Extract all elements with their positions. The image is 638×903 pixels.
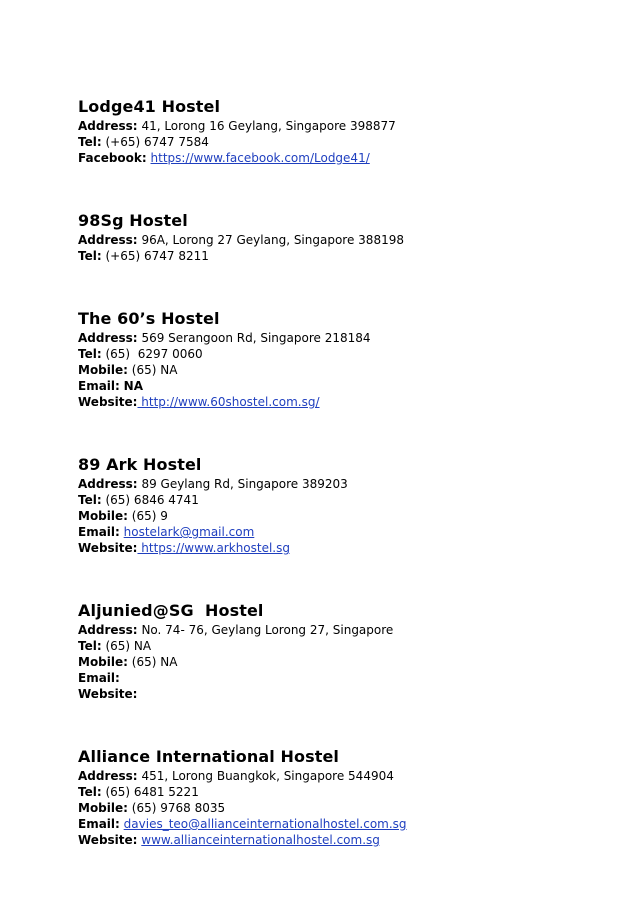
address-row xyxy=(78,232,618,248)
address-row xyxy=(78,768,618,784)
website-row xyxy=(78,540,618,556)
hostel-directory xyxy=(78,96,618,848)
email-label: Email: xyxy=(78,671,120,685)
website-label: Website: xyxy=(78,687,138,701)
tel-label: Tel: xyxy=(78,493,102,507)
tel-value: (65) 6481 5221 xyxy=(105,785,199,799)
email-row xyxy=(78,378,618,394)
mobile-row xyxy=(78,800,618,816)
hostel-entry xyxy=(78,746,618,848)
mobile-value: (65) NA xyxy=(131,655,178,669)
tel-row xyxy=(78,638,618,654)
hostel-entry xyxy=(78,96,618,166)
tel-row xyxy=(78,784,618,800)
tel-row xyxy=(78,346,618,362)
mobile-label: Mobile: xyxy=(78,363,128,377)
website-label: Website: xyxy=(78,395,138,409)
tel-row xyxy=(78,134,618,150)
address-label: Address: xyxy=(78,119,138,133)
tel-label: Tel: xyxy=(78,639,102,653)
tel-value: (65) 6846 4741 xyxy=(105,493,199,507)
email-row xyxy=(78,524,618,540)
address-row xyxy=(78,118,618,134)
email-label: Email: xyxy=(78,817,120,831)
email-link[interactable]: davies_teo@allianceinternationalhostel.com.sg xyxy=(123,817,407,831)
mobile-label: Mobile: xyxy=(78,655,128,669)
website-link[interactable]: http://www.60shostel.com.sg/ xyxy=(137,395,320,409)
website-link[interactable]: www.allianceinternationalhostel.com.sg xyxy=(141,833,380,847)
address-value: 89 Geylang Rd, Singapore 389203 xyxy=(141,477,348,491)
hostel-entry xyxy=(78,210,618,264)
mobile-row xyxy=(78,508,618,524)
mobile-label: Mobile: xyxy=(78,801,128,815)
tel-label: Tel: xyxy=(78,785,102,799)
mobile-label: Mobile: xyxy=(78,509,128,523)
address-value: 569 Serangoon Rd, Singapore 218184 xyxy=(141,331,371,345)
tel-row xyxy=(78,248,618,264)
tel-value: (65) 6297 0060 xyxy=(105,347,203,361)
website-row xyxy=(78,686,618,702)
website-row xyxy=(78,832,618,848)
mobile-row xyxy=(78,654,618,670)
address-value: 41, Lorong 16 Geylang, Singapore 398877 xyxy=(141,119,396,133)
tel-value: (+65) 6747 8211 xyxy=(105,249,209,263)
email-value: NA xyxy=(123,379,143,393)
tel-label: Tel: xyxy=(78,135,102,149)
tel-value: (65) NA xyxy=(105,639,152,653)
mobile-value: (65) NA xyxy=(131,363,178,377)
address-label: Address: xyxy=(78,769,138,783)
website-link[interactable]: https://www.arkhostel.sg xyxy=(137,541,290,555)
website-label: Website: xyxy=(78,833,138,847)
hostel-name: Aljunied@SG Hostel xyxy=(78,601,264,620)
hostel-name: Lodge41 Hostel xyxy=(78,97,221,116)
address-value: 96A, Lorong 27 Geylang, Singapore 388198 xyxy=(141,233,404,247)
hostel-entry xyxy=(78,308,618,410)
email-row xyxy=(78,816,618,832)
mobile-value: (65) 9768 8035 xyxy=(131,801,226,815)
hostel-entry xyxy=(78,454,618,556)
facebook-row xyxy=(78,150,618,166)
website-label: Website: xyxy=(78,541,138,555)
mobile-row xyxy=(78,362,618,378)
hostel-entry xyxy=(78,600,618,702)
facebook-link[interactable]: https://www.facebook.com/Lodge41/ xyxy=(150,151,370,165)
tel-label: Tel: xyxy=(78,249,102,263)
email-label: Email: xyxy=(78,525,120,539)
tel-label: Tel: xyxy=(78,347,102,361)
email-link[interactable]: hostelark@gmail.com xyxy=(123,525,255,539)
address-row xyxy=(78,330,618,346)
hostel-name: The 60’s Hostel xyxy=(78,309,220,328)
address-value: No. 74- 76, Geylang Lorong 27, Singapore xyxy=(141,623,394,637)
address-label: Address: xyxy=(78,331,138,345)
address-row xyxy=(78,476,618,492)
email-row xyxy=(78,670,618,686)
address-label: Address: xyxy=(78,233,138,247)
mobile-value: (65) 9 xyxy=(131,509,168,523)
address-value: 451, Lorong Buangkok, Singapore 544904 xyxy=(141,769,394,783)
address-label: Address: xyxy=(78,477,138,491)
address-row xyxy=(78,622,618,638)
facebook-label: Facebook: xyxy=(78,151,147,165)
email-label: Email: xyxy=(78,379,120,393)
hostel-name: Alliance International Hostel xyxy=(78,747,340,766)
tel-value: (+65) 6747 7584 xyxy=(105,135,209,149)
hostel-name: 98Sg Hostel xyxy=(78,211,188,230)
address-label: Address: xyxy=(78,623,138,637)
hostel-name: 89 Ark Hostel xyxy=(78,455,202,474)
website-row xyxy=(78,394,618,410)
tel-row xyxy=(78,492,618,508)
